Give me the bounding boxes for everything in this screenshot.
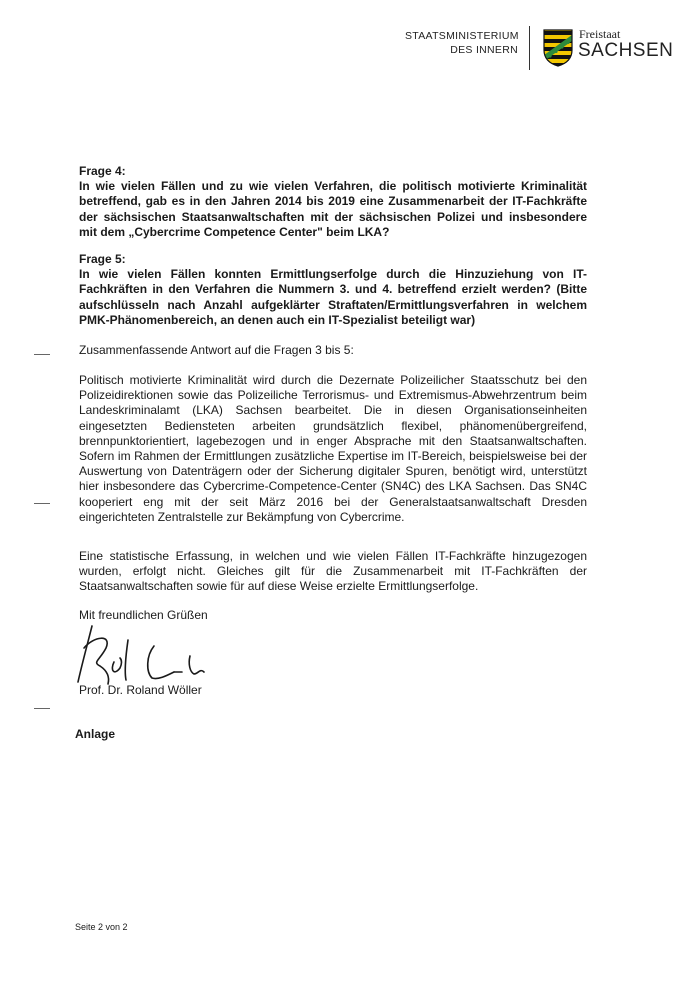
page-number: Seite 2 von 2 <box>75 922 128 932</box>
handwritten-signature <box>70 618 220 690</box>
ministry-line-1: STAATSMINISTERIUM <box>405 30 519 42</box>
header-divider <box>529 26 530 70</box>
question-text: In wie vielen Fällen und zu wie vielen Verfahren, die politisch motivierte Kriminalität betreffend, gab es in den Jahren 2014 bis 2019 eine Zusammenarbeit der IT-Fachkräfte der sächsischen Staatsanwaltschaften mit der sächsischen Polizei und insbesondere mit dem „Cybercrime Competence Center" beim LKA? <box>79 179 587 239</box>
question-title: Frage 5: <box>79 252 126 266</box>
answer-heading: Zusammenfassende Antwort auf die Fragen 3 bis 5: <box>79 343 354 357</box>
question-text: In wie vielen Fällen konnten Ermittlungserfolge durch die Hinzuziehung von IT-Fachkräften in den Verfahren die Nummern 3. und 4. betreffend erzielt werden? (Bitte aufschlüsseln nach Anzahl aufgeklärter Straftaten/Ermittlungsverfahren in welchem PMK-Phänomenbereich, an denen auch ein IT-Spezialist beteiligt war) <box>79 267 587 327</box>
saxony-coat-of-arms-icon <box>542 28 574 68</box>
fold-mark <box>34 503 50 504</box>
question-4 <box>79 164 587 240</box>
signer-name: Prof. Dr. Roland Wöller <box>79 683 202 697</box>
fold-mark <box>34 708 50 709</box>
ministry-line-2: DES INNERN <box>450 44 518 56</box>
state-name: SACHSEN <box>578 40 674 61</box>
answer-paragraph: Politisch motivierte Kriminalität wird durch die Dezernate Polizeilicher Staatsschutz bei den Polizeidirektionen sowie das Polizeiliche Terrorismus- und Extremismus-Abwehrzentrum beim Landeskriminalamt (LKA) Sachsen bearbeitet. Die in diesen Organisationseinheiten eingesetzten Bediensteten arbeiten grundsätzlich flexibel, phänomenübergreifend, brennpunktorientiert, lagebezogen und in enger Absprache mit den Staatsanwaltschaften. Sofern im Rahmen der Ermittlungen zusätzliche Expertise im IT-Bereich, beispielsweise bei der Auswertung von Datenträgern oder der Sicherung digitaler Spuren, benötigt wird, unterstützt hier insbesondere das Cybercrime-Competence-Center (SN4C) des LKA Sachsen. Das SN4C kooperiert eng mit der seit März 2016 bei der Generalstaatsanwaltschaft Dresden eingerichteten Zentralstelle zur Bekämpfung von Cybercrime. <box>79 373 587 524</box>
fold-mark <box>34 354 50 355</box>
question-5 <box>79 252 587 328</box>
state-label: Freistaat <box>579 27 621 41</box>
question-title: Frage 4: <box>79 164 126 178</box>
answer-paragraph: Eine statistische Erfassung, in welchen und wie vielen Fällen IT-Fachkräfte hinzugezogen wurden, erfolgt nicht. Gleiches gilt für die Zusammenarbeit mit IT-Fachkräften der Staatsanwaltschaften sowie für auf diese Weise erzielte Ermittlungserfolge. <box>79 549 587 594</box>
ministry-name <box>405 29 518 57</box>
closing-greeting: Mit freundlichen Grüßen <box>79 608 208 622</box>
attachment-label: Anlage <box>75 727 116 741</box>
